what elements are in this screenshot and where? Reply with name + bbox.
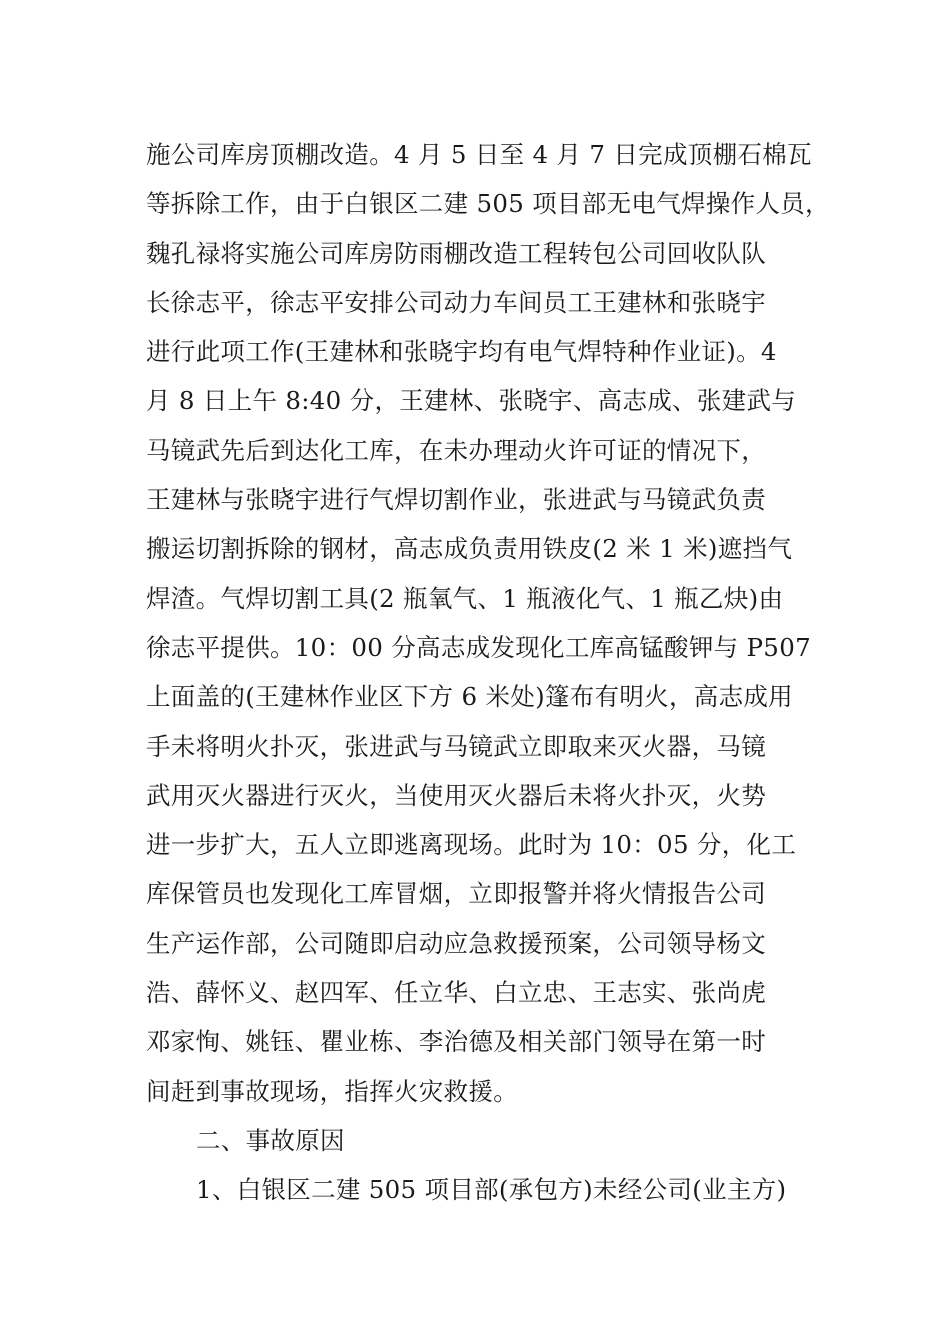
paragraph-line: 手未将明火扑灭，张进武与马镜武立即取来灭火器，马镜 [146, 731, 766, 761]
paragraph-line: 徐志平提供。10：00 分高志成发现化工库高锰酸钾与 P507 [146, 632, 811, 662]
paragraph-line: 上面盖的(王建林作业区下方 6 米处)篷布有明火，高志成用 [146, 682, 793, 712]
paragraph-line: 浩、薛怀义、赵四军、任立华、白立忠、王志实、张尚虎 [146, 978, 766, 1008]
paragraph-line: 魏孔禄将实施公司库房防雨棚改造工程转包公司回收队队 [146, 238, 766, 268]
paragraph-line: 库保管员也发现化工库冒烟，立即报警并将火情报告公司 [146, 879, 766, 909]
paragraph-line: 生产运作部，公司随即启动应急救援预案，公司领导杨文 [146, 928, 766, 958]
paragraph-line: 搬运切割拆除的钢材，高志成负责用铁皮(2 米 1 米)遮挡气 [146, 534, 793, 564]
paragraph-line: 施公司库房顶棚改造。4 月 5 日至 4 月 7 日完成顶棚石棉瓦 [146, 140, 812, 169]
paragraph-line: 焊渣。气焊切割工具(2 瓶氧气、1 瓶液化气、1 瓶乙炔)由 [146, 583, 784, 613]
cause-item-line: 1、白银区二建 505 项目部(承包方)未经公司(业主方) [196, 1175, 787, 1205]
paragraph-line: 等拆除工作，由于白银区二建 505 项目部无电气焊操作人员， [146, 189, 830, 219]
paragraph-line: 邓家恂、姚钰、瞿业栋、李治德及相关部门领导在第一时 [146, 1027, 766, 1057]
paragraph-line: 王建林与张晓宇进行气焊切割作业，张进武与马镜武负责 [146, 485, 766, 515]
document-body [146, 130, 830, 1215]
paragraph-line: 马镜武先后到达化工库，在未办理动火许可证的情况下， [146, 435, 766, 465]
paragraph-line: 间赶到事故现场，指挥火灾救援。 [146, 1076, 518, 1106]
section-heading: 二、事故原因 [196, 1125, 345, 1155]
paragraph-line: 武用灭火器进行灭火，当使用灭火器后未将火扑灭，火势 [146, 780, 766, 810]
paragraph-line: 月 8 日上午 8:40 分，王建林、张晓宇、高志成、张建武与 [146, 386, 797, 416]
paragraph-line: 长徐志平，徐志平安排公司动力车间员工王建林和张晓宇 [146, 287, 766, 317]
paragraph-line: 进行此项工作(王建林和张晓宇均有电气焊特种作业证)。4 [146, 337, 777, 367]
paragraph-line: 进一步扩大，五人立即逃离现场。此时为 10：05 分，化工 [146, 830, 797, 860]
